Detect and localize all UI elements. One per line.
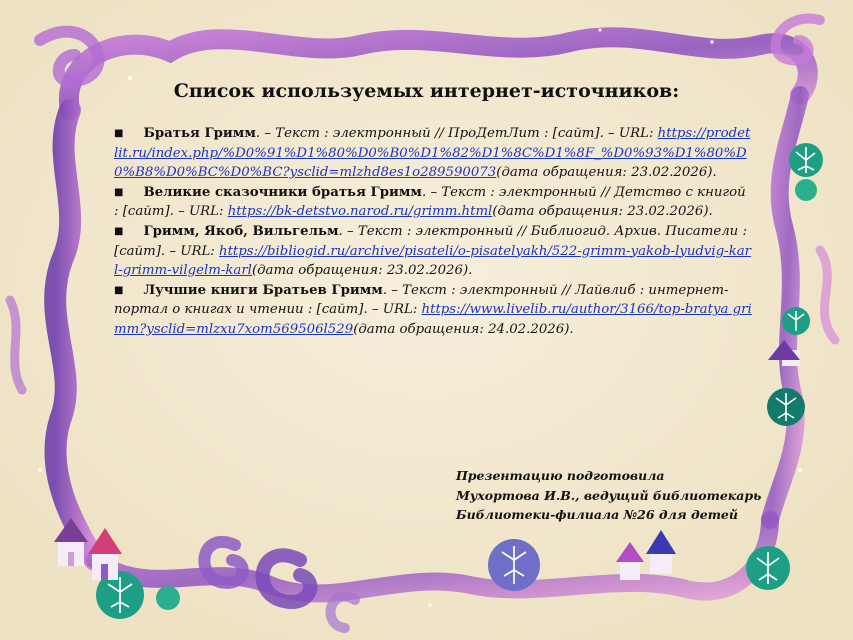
source-link[interactable]: https://www.livelib.ru/author/3166/top-bratya grimm?ysclid=mlzxu7xom569506l529 [114,302,752,337]
source-entry-1 [114,124,754,183]
source-name: Великие сказочники братья Гримм [143,184,422,200]
author-line-2: Мухортова И.В., ведущий библиотекарь [456,487,762,503]
bullet-icon: ■ [114,225,124,237]
source-accessed-date: (дата обращения: 23.02.2026). [492,204,713,220]
page-title: Список используемых интернет-источников: [173,80,680,102]
bullet-icon: ■ [114,128,124,139]
source-entry-3 [114,222,754,281]
author-line-3: Библиотеки-филиала №26 для детей [456,507,738,522]
source-link[interactable]: https://bibliogid.ru/archive/pisateli/o-pisatelyakh/522-grimm-yakob-lyudvig-karl-grimm-vilgelm-karl [114,243,752,279]
source-name: Братья Гримм [143,126,256,141]
source-entry-2 [114,183,754,222]
source-description: . – Текст : электронный // Детство с книгой : [сайт]. – URL: [114,184,746,220]
source-name: Гримм, Якоб, Вильгельм [143,223,339,239]
source-name: Лучшие книги Братьев Гримм [143,282,383,298]
source-description: . – Текст : электронный // ПроДетЛит : [сайт]. – URL: [255,126,658,141]
source-link[interactable]: https://prodetlit.ru/index.php/%D0%91%D1%80%D0%B0%D1%82%D1%8C%D1%8F_%D0%93%D1%80%D0%B8%D0%BC%D0%BC?ysclid=mlzhd8es1o289590073 [114,126,751,181]
bullet-icon: ■ [114,186,124,198]
source-accessed-date: (дата обращения: 24.02.2026). [353,321,574,337]
author-line-1: Презентацию подготовила [456,468,665,483]
sources-list [114,124,754,340]
source-accessed-date: (дата обращения: 23.02.2026). [251,263,473,279]
source-entry-4 [114,281,754,340]
bullet-icon: ■ [114,284,124,296]
source-link[interactable]: https://bk-detstvo.narod.ru/grimm.html [227,204,493,220]
source-accessed-date: (дата обращения: 23.02.2026). [496,165,717,181]
source-description: . – Текст : электронный // Библиогид. Архив. Писатели : [сайт]. – URL: [114,223,747,259]
source-description: . – Текст : электронный // Лайвлиб : интернет-портал о книгах и чтении : [сайт]. – URL: [114,282,729,318]
author-credit [456,466,816,525]
